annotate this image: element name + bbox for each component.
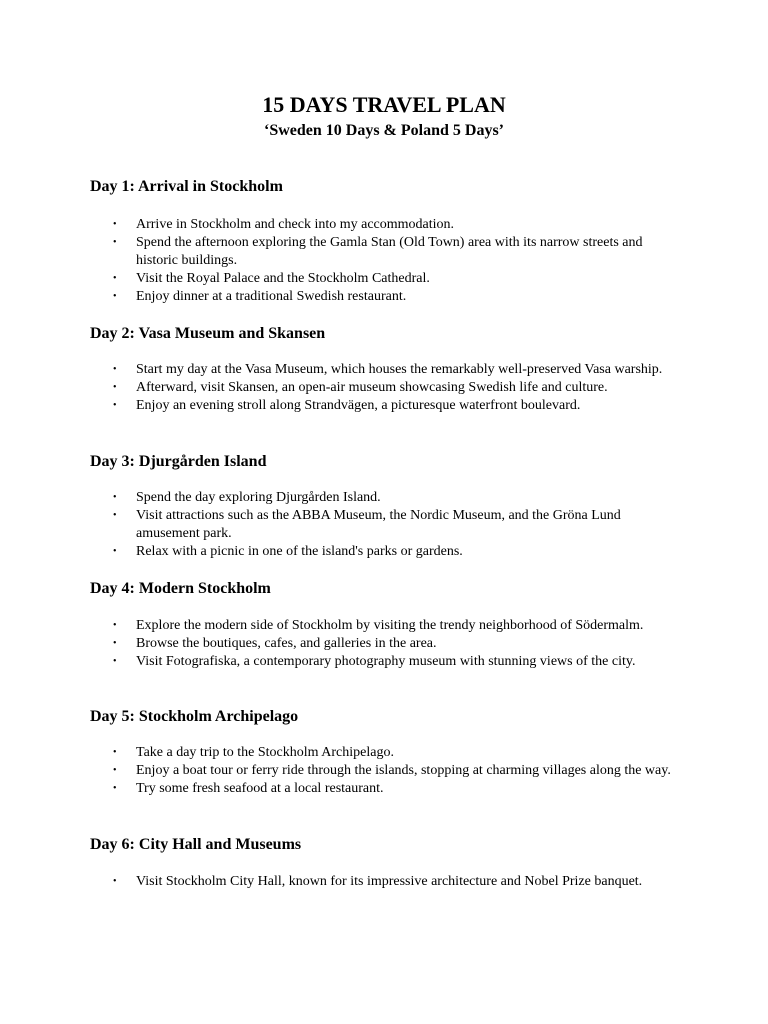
item-text: Take a day trip to the Stockholm Archipelago.	[136, 745, 394, 760]
list-item	[0, 617, 676, 635]
day-items	[0, 361, 768, 415]
item-text: Afterward, visit Skansen, an open-air museum showcasing Swedish life and culture.	[136, 380, 608, 395]
day-heading: Day 5: Stockholm Archipelago	[90, 708, 299, 725]
bullet: •	[113, 382, 117, 393]
list-item	[0, 635, 676, 653]
bullet: •	[113, 400, 117, 411]
document-subtitle: ‘Sweden 10 Days & Poland 5 Days’	[263, 122, 504, 139]
item-text: Visit attractions such as the ABBA Museum, the Nordic Museum, and the Gröna Lund amusement park.	[136, 508, 621, 541]
bullet: •	[113, 765, 117, 776]
item-text: Spend the afternoon exploring the Gamla Stan (Old Town) area with its narrow streets and historic buildings.	[136, 235, 643, 268]
bullet: •	[113, 747, 117, 758]
item-text: Arrive in Stockholm and check into my accommodation.	[136, 217, 455, 232]
list-item	[0, 507, 676, 543]
list-item	[0, 543, 676, 561]
item-text: Enjoy dinner at a traditional Swedish restaurant.	[136, 289, 407, 304]
day-heading: Day 3: Djurgården Island	[90, 453, 267, 470]
bullet: •	[113, 876, 117, 887]
bullet: •	[113, 783, 117, 794]
day-items	[0, 873, 768, 891]
list-item	[0, 270, 676, 288]
bullet: •	[113, 510, 117, 521]
bullet: •	[113, 656, 117, 667]
day-heading: Day 6: City Hall and Museums	[90, 836, 302, 853]
bullet: •	[113, 237, 117, 248]
day-items	[0, 617, 768, 671]
item-text: Enjoy a boat tour or ferry ride through the islands, stopping at charming villages along the way.	[136, 763, 671, 778]
item-text: Visit Stockholm City Hall, known for its impressive architecture and Nobel Prize banquet.	[136, 874, 643, 889]
bullet: •	[113, 273, 117, 284]
list-item	[0, 489, 676, 507]
day-items	[0, 489, 768, 561]
list-item	[0, 379, 676, 397]
list-item	[0, 288, 676, 306]
list-item	[0, 744, 676, 762]
day-heading: Day 2: Vasa Museum and Skansen	[90, 325, 326, 342]
item-text: Visit the Royal Palace and the Stockholm Cathedral.	[136, 271, 430, 286]
bullet: •	[113, 492, 117, 503]
bullet: •	[113, 219, 117, 230]
list-item	[0, 762, 676, 780]
list-item	[0, 361, 676, 379]
item-text: Try some fresh seafood at a local restaurant.	[136, 781, 384, 796]
item-text: Start my day at the Vasa Museum, which houses the remarkably well-preserved Vasa warship.	[136, 362, 663, 377]
day-heading: Day 1: Arrival in Stockholm	[90, 178, 283, 195]
list-item	[0, 653, 676, 671]
item-text: Explore the modern side of Stockholm by visiting the trendy neighborhood of Södermalm.	[136, 618, 644, 633]
list-item	[0, 216, 676, 234]
item-text: Enjoy an evening stroll along Strandvägen, a picturesque waterfront boulevard.	[136, 398, 581, 413]
item-text: Spend the day exploring Djurgården Island.	[136, 490, 381, 505]
list-item	[0, 780, 676, 798]
list-item	[0, 873, 676, 891]
item-text: Visit Fotografiska, a contemporary photography museum with stunning views of the city.	[136, 654, 636, 669]
item-text: Relax with a picnic in one of the island's parks or gardens.	[136, 544, 463, 559]
bullet: •	[113, 638, 117, 649]
item-text: Browse the boutiques, cafes, and galleries in the area.	[136, 636, 437, 651]
list-item	[0, 397, 676, 415]
day-items	[0, 744, 768, 798]
bullet: •	[113, 291, 117, 302]
document-title: 15 DAYS TRAVEL PLAN	[262, 92, 506, 117]
bullet: •	[113, 546, 117, 557]
day-items	[0, 216, 768, 306]
day-heading: Day 4: Modern Stockholm	[90, 580, 271, 597]
bullet: •	[113, 620, 117, 631]
list-item	[0, 234, 676, 270]
bullet: •	[113, 364, 117, 375]
